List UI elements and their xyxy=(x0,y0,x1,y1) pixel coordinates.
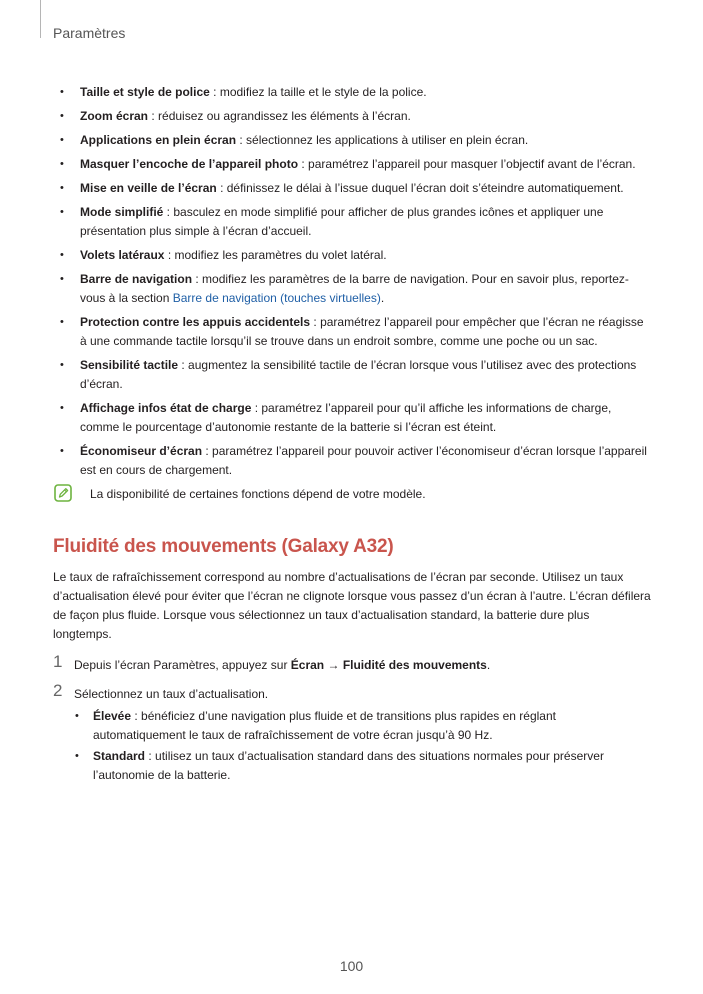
list-item xyxy=(60,356,650,394)
bullet-text: : paramétrez l’appareil pour qu’il affiche les informations de charge, comme le pourcentage d’autonomie restante de la batterie si l’écran est éteint. xyxy=(80,401,612,434)
list-item xyxy=(60,270,650,308)
bullet-term: Affichage infos état de charge xyxy=(80,401,252,415)
option-term: Élevée xyxy=(93,709,132,723)
bullet-text: : paramétrez l’appareil pour pouvoir activer l’économiseur d’écran lorsque l’appareil est en cours de chargement. xyxy=(80,444,647,477)
bullet-dot: • xyxy=(60,86,64,98)
bullet-text-end: . xyxy=(380,291,385,305)
bullet-term: Volets latéraux xyxy=(80,248,165,262)
note-pencil-icon xyxy=(54,484,72,502)
bullet-term: Masquer l’encoche de l’appareil photo xyxy=(80,157,299,171)
bullet-term: Mise en veille de l’écran xyxy=(80,181,217,195)
bullet-term: Barre de navigation xyxy=(80,272,193,286)
bullet-term: Sensibilité tactile xyxy=(80,358,179,372)
bullet-text: : définissez le délai à l’issue duquel l’écran doit s’éteindre automatiquement. xyxy=(216,181,624,195)
list-item xyxy=(60,107,650,126)
list-item xyxy=(60,179,650,198)
option-text: : utilisez un taux d’actualisation standard dans des situations normales pour préserver l’autonomie de la batterie. xyxy=(93,749,604,782)
bullet-term: Économiseur d’écran xyxy=(80,444,203,458)
bullet-text: : sélectionnez les applications à utiliser en plein écran. xyxy=(236,133,529,147)
bullet-text: : basculez en mode simplifié pour afficher de plus grandes icônes et appliquer une présentation plus simple à l’écran d’accueil. xyxy=(80,205,604,238)
bullet-term: Applications en plein écran xyxy=(80,133,237,147)
list-item xyxy=(60,203,650,241)
bullet-text: : paramétrez l’appareil pour empêcher que l’écran ne réagisse à une commande tactile lorsqu’il se trouve dans un endroit sombre, comme une poche ou un sac. xyxy=(80,315,644,348)
list-item xyxy=(60,442,650,480)
bullet-dot: • xyxy=(60,359,64,371)
bullet-dot: • xyxy=(60,110,64,122)
page-number: 100 xyxy=(339,958,364,974)
step-text: Sélectionnez un taux d’actualisation. xyxy=(74,687,269,701)
header-divider xyxy=(40,0,41,38)
bullet-dot: • xyxy=(60,273,64,285)
bullet-text: : modifiez les paramètres du volet latéral. xyxy=(164,248,387,262)
step-number: 2 xyxy=(53,681,63,700)
bullet-dot: • xyxy=(60,182,64,194)
bullet-term: Zoom écran xyxy=(80,109,149,123)
bullet-text: : modifiez les paramètres de la barre de navigation. Pour en savoir plus, reportez-vous à la section xyxy=(80,272,629,305)
bullet-dot: • xyxy=(60,445,64,457)
running-header: Paramètres xyxy=(53,25,126,41)
bullet-dot: • xyxy=(60,134,64,146)
bullet-dot: • xyxy=(60,158,64,170)
bullet-dot: • xyxy=(60,206,64,218)
step-text xyxy=(74,656,490,675)
bullet-term: Protection contre les appuis accidentels xyxy=(80,315,311,329)
section-paragraph: Le taux de rafraîchissement correspond au nombre d’actualisations de l’écran par seconde. Utilisez un taux d’actualisation élevé pour éviter que l’écran ne clignote lorsque vous passez d’un écran à l’autre. L’écran défilera de façon plus fluide. Lorsque vous sélectionnez un taux d’actualisation standard, la batterie dure plus longtemps. xyxy=(53,570,651,641)
list-item xyxy=(75,707,645,745)
section-heading: Fluidité des mouvements (Galaxy A32) xyxy=(53,536,394,557)
bullet-text: : augmentez la sensibilité tactile de l’écran lorsque vous l’utilisez avec des protections d’écran. xyxy=(80,358,637,391)
refresh-rate-options xyxy=(75,707,645,787)
bullet-dot: • xyxy=(75,750,79,762)
cross-reference-link[interactable]: Barre de navigation (touches virtuelles) xyxy=(172,291,381,305)
bullet-term: Mode simplifié xyxy=(80,205,164,219)
note-text: La disponibilité de certaines fonctions dépend de votre modèle. xyxy=(90,487,426,501)
list-item xyxy=(75,747,645,785)
step-instruction: Depuis l’écran Paramètres, appuyez sur xyxy=(74,658,291,672)
list-item xyxy=(60,83,650,102)
list-item xyxy=(60,399,650,437)
path-arrow: → xyxy=(324,658,343,672)
bullet-text: : paramétrez l’appareil pour masquer l’objectif avant de l’écran. xyxy=(298,157,636,171)
step-end: . xyxy=(486,658,491,672)
list-item xyxy=(60,246,650,265)
step-number: 1 xyxy=(53,652,63,671)
list-item xyxy=(60,155,650,174)
menu-path-display: Écran xyxy=(290,658,325,672)
bullet-text: : réduisez ou agrandissez les éléments à l’écran. xyxy=(148,109,411,123)
option-term: Standard xyxy=(93,749,146,763)
bullet-dot: • xyxy=(75,710,79,722)
list-item xyxy=(60,313,650,351)
bullet-dot: • xyxy=(60,249,64,261)
bullet-text: : modifiez la taille et le style de la police. xyxy=(209,85,427,99)
option-text: : bénéficiez d’une navigation plus fluide et de transitions plus rapides en réglant automatiquement le taux de rafraîchissement de votre écran jusqu’à 90 Hz. xyxy=(93,709,556,742)
bullet-dot: • xyxy=(60,402,64,414)
bullet-dot: • xyxy=(60,316,64,328)
bullet-term: Taille et style de police xyxy=(80,85,210,99)
menu-path-motion-smoothness: Fluidité des mouvements xyxy=(342,658,487,672)
settings-bullet-list xyxy=(60,83,650,485)
list-item xyxy=(60,131,650,150)
